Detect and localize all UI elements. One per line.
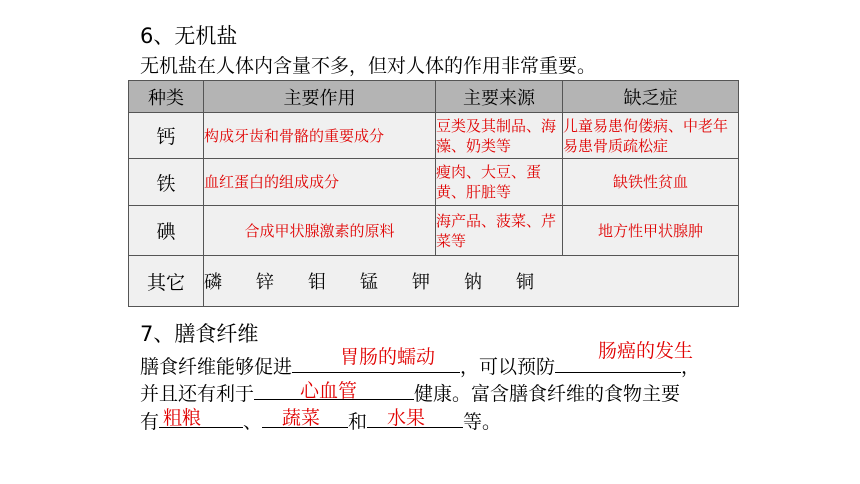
row-calcium-source: 豆类及其制品、海藻、奶类等 bbox=[436, 113, 563, 159]
line3-prefix: 有 bbox=[140, 411, 160, 433]
header-type: 种类 bbox=[129, 81, 204, 113]
mineral-item: 钼 bbox=[308, 272, 326, 293]
table-header-row bbox=[129, 81, 739, 113]
row-iron-deficiency: 缺铁性贫血 bbox=[563, 159, 739, 206]
row-other-minerals bbox=[204, 256, 739, 307]
line1-mid: ，可以预防 bbox=[460, 356, 556, 378]
header-role: 主要作用 bbox=[204, 81, 436, 113]
row-iron-role: 血红蛋白的组成成分 bbox=[204, 159, 436, 206]
row-iodine-deficiency: 地方性甲状腺肿 bbox=[563, 206, 739, 256]
table-row bbox=[129, 113, 739, 159]
row-iodine-name: 碘 bbox=[129, 206, 204, 256]
mineral-item: 钠 bbox=[464, 272, 482, 293]
mineral-item: 铜 bbox=[516, 272, 534, 293]
section7-title: 7、膳食纤维 bbox=[140, 322, 259, 346]
line1-suffix: ， bbox=[681, 356, 701, 378]
answer-6: 水果 bbox=[387, 407, 426, 429]
line3-sep2: 和 bbox=[348, 411, 368, 433]
row-other-name: 其它 bbox=[129, 256, 204, 307]
line2-suffix: 健康。富含膳食纤维的食物主要 bbox=[414, 383, 681, 405]
line3-suffix: 等。 bbox=[463, 411, 502, 433]
header-deficiency: 缺乏症 bbox=[563, 81, 739, 113]
mineral-item: 钾 bbox=[412, 272, 430, 293]
row-iron-name: 铁 bbox=[129, 159, 204, 206]
table-row bbox=[129, 159, 739, 206]
section6-title: 6、无机盐 bbox=[140, 24, 238, 48]
line1-prefix: 膳食纤维能够促进 bbox=[140, 356, 293, 378]
header-source: 主要来源 bbox=[436, 81, 563, 113]
mineral-table bbox=[128, 80, 739, 307]
row-calcium-deficiency: 儿童易患佝偻病、中老年易患骨质疏松症 bbox=[563, 113, 739, 159]
row-iodine-role: 合成甲状腺激素的原料 bbox=[204, 206, 436, 256]
answer-2: 肠癌的发生 bbox=[598, 340, 694, 362]
mineral-item: 锌 bbox=[256, 272, 274, 293]
section6-intro: 无机盐在人体内含量不多，但对人体的作用非常重要。 bbox=[140, 55, 597, 77]
mineral-item: 磷 bbox=[204, 272, 222, 293]
row-calcium-role: 构成牙齿和骨骼的重要成分 bbox=[204, 113, 436, 159]
line2-prefix: 并且还有利于 bbox=[140, 383, 255, 405]
answer-4: 粗粮 bbox=[163, 407, 202, 429]
row-calcium-name: 钙 bbox=[129, 113, 204, 159]
row-iron-source: 瘦肉、大豆、蛋黄、肝脏等 bbox=[436, 159, 563, 206]
answer-3: 心血管 bbox=[300, 380, 358, 402]
table-row bbox=[129, 206, 739, 256]
mineral-item: 锰 bbox=[360, 272, 378, 293]
answer-1: 胃肠的蠕动 bbox=[340, 346, 436, 368]
fill-line-2 bbox=[140, 379, 680, 406]
answer-5: 蔬菜 bbox=[282, 407, 321, 429]
table-row bbox=[129, 256, 739, 307]
line3-sep1: 、 bbox=[243, 411, 263, 433]
row-iodine-source: 海产品、菠菜、芹菜等 bbox=[436, 206, 563, 256]
